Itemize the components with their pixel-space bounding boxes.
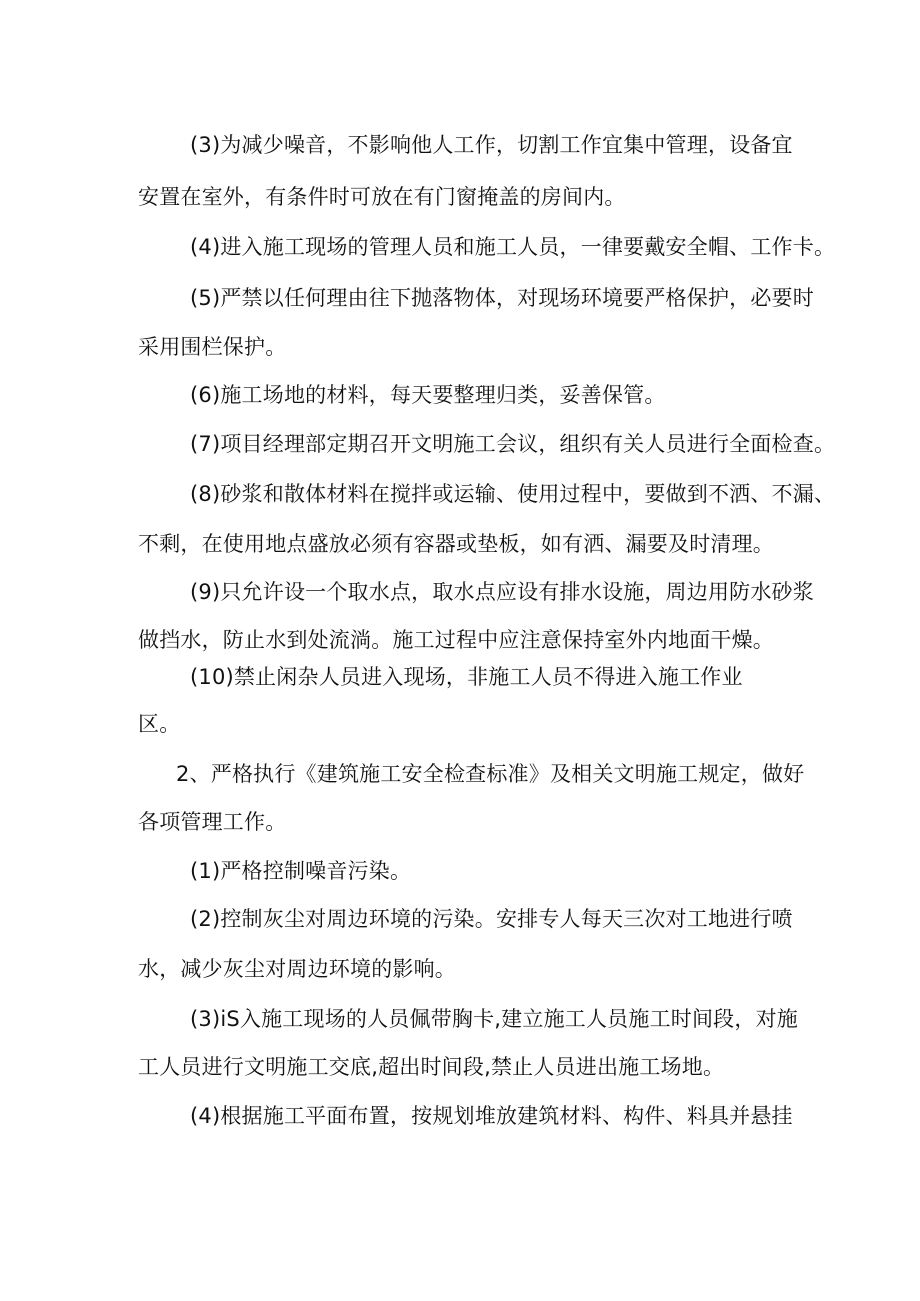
text-line: (8)砂浆和散体材料在搅拌或运输、使用过程中，要做到不洒、不漏、 <box>190 482 836 506</box>
text-line: 做挡水，防止水到处流淌。施工过程中应注意保持室外内地面干燥。 <box>138 628 774 652</box>
text-line: (2)控制灰尘对周边环境的污染。安排专人每天三次对工地进行喷 <box>190 907 793 931</box>
text-line: 工人员进行文明施工交底,超出时间段,禁止人员进出施工场地。 <box>138 1055 725 1079</box>
text-line: (9)只允许设一个取水点，取水点应设有排水设施，周边用防水砂浆 <box>190 580 814 604</box>
text-line: (3)为减少噪音，不影响他人工作，切割工作宜集中管理，设备宜 <box>190 133 793 157</box>
text-line: (5)严禁以任何理由往下抛落物体，对现场环境要严格保护，必要时 <box>190 286 814 310</box>
text-line: 2、严格执行《建筑施工安全检查标准》及相关文明施工规定，做好 <box>176 762 805 786</box>
text-line: 区。 <box>138 712 181 736</box>
text-line: 采用围栏保护。 <box>138 335 287 359</box>
text-line: (6)施工场地的材料，每天要整理归类，妥善保管。 <box>190 383 666 407</box>
text-line: (3)iS入施工现场的人员佩带胸卡,建立施工人员施工时间段，对施 <box>190 1007 798 1031</box>
text-line: (10)禁止闲杂人员进入现场，非施工人员不得进入施工作业 <box>190 665 743 689</box>
text-line: 不剩，在使用地点盛放必须有容器或垫板，如有洒、漏要及时清理。 <box>138 532 774 556</box>
text-line: 安置在室外，有条件时可放在有门窗掩盖的房间内。 <box>138 185 626 209</box>
text-line: 各项管理工作。 <box>138 810 287 834</box>
text-line: 水，减少灰尘对周边环境的影响。 <box>138 957 456 981</box>
text-line: (7)项目经理部定期召开文明施工会议，组织有关人员进行全面检查。 <box>190 432 836 456</box>
text-line: (4)进入施工现场的管理人员和施工人员，一律要戴安全帽、工作卡。 <box>190 235 836 259</box>
text-line: (4)根据施工平面布置，按规划堆放建筑材料、构件、料具并悬挂 <box>190 1104 793 1128</box>
text-line: (1)严格控制噪音污染。 <box>190 859 412 883</box>
